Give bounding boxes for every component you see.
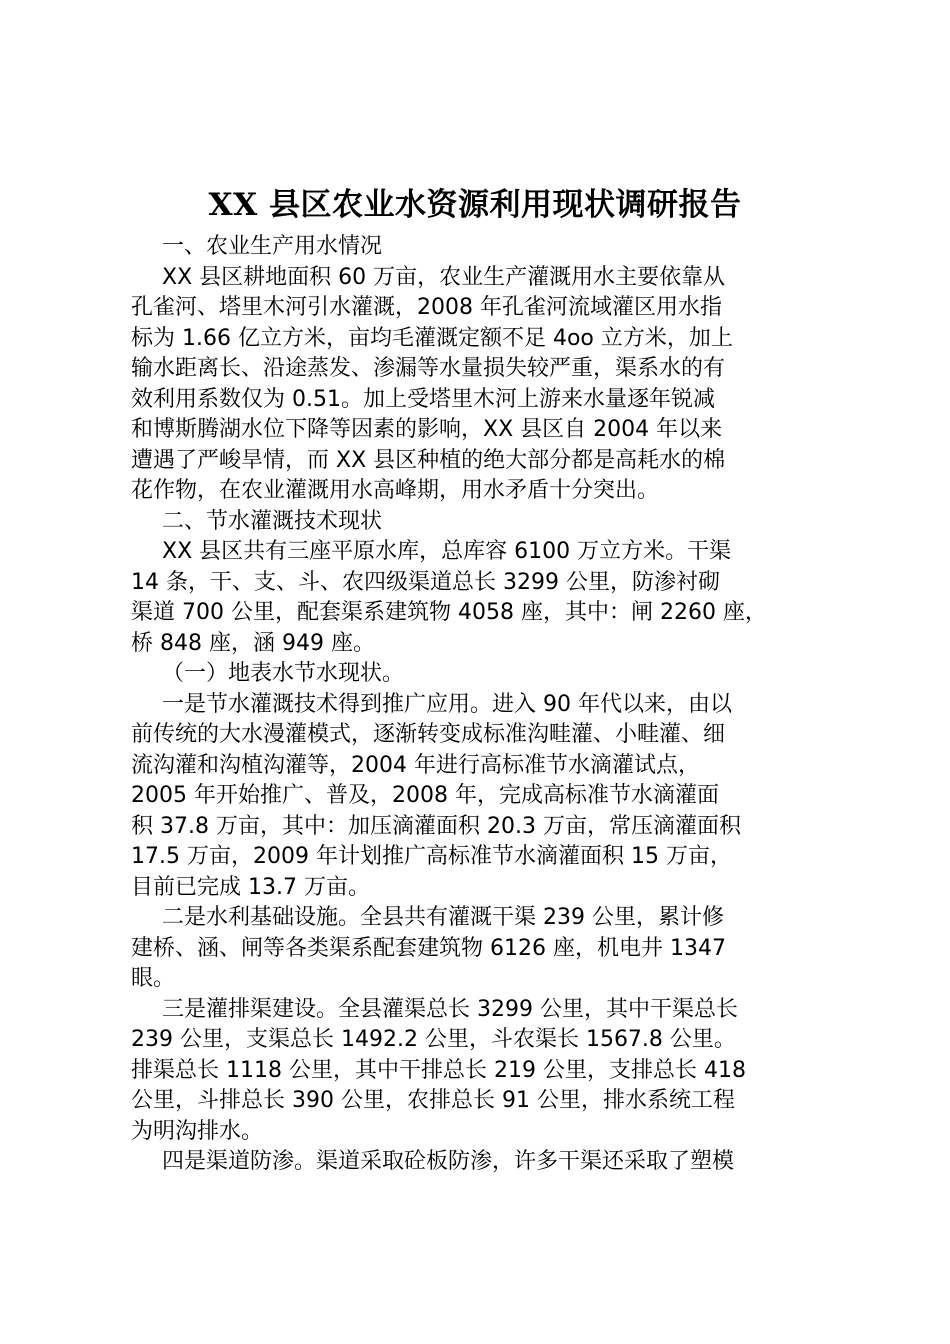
text-line: （一）地表水节水现状。 bbox=[162, 661, 405, 686]
text-line: 一是节水灌溉技术得到推广应用。进入 90 年代以来，由以 bbox=[162, 691, 732, 717]
text-line: 17.5 万亩，2009 年计划推广高标准节水滴灌面积 15 万亩， bbox=[131, 844, 732, 869]
text-line: 渠道 700 公里，配套渠系建筑物 4058 座，其中：闸 2260 座， bbox=[131, 600, 767, 625]
text-line: 输水距离长、沿途蒸发、渗漏等水量损失较严重，渠系水的有 bbox=[131, 356, 726, 381]
document-body bbox=[131, 232, 835, 1178]
text-line: 三是灌排渠建设。全县灌渠总长 3299 公里，其中干渠总长 bbox=[162, 996, 738, 1022]
document-title: XX 县区农业水资源利用现状调研报告 bbox=[208, 187, 742, 223]
text-line: 二是水利基础设施。全县共有灌溉干渠 239 公里，累计修 bbox=[162, 905, 724, 930]
text-line: 目前已完成 13.7 万亩。 bbox=[131, 874, 370, 900]
text-line: 239 公里，支渠总长 1492.2 公里，斗农渠长 1567.8 公里。 bbox=[131, 1027, 736, 1052]
text-line: 桥 848 座，涵 949 座。 bbox=[131, 630, 375, 656]
text-line: 眼。 bbox=[131, 966, 176, 991]
text-line: XX 县区共有三座平原水库，总库容 6100 万立方米。干渠 bbox=[162, 539, 732, 564]
text-line: 四是渠道防渗。渠道采取砼板防渗，许多干渠还采取了塑模 bbox=[162, 1149, 735, 1174]
text-line: 和博斯腾湖水位下降等因素的影响，XX 县区自 2004 年以来 bbox=[131, 417, 723, 442]
text-line: 花作物，在农业灌溉用水高峰期，用水矛盾十分突出。 bbox=[131, 478, 660, 503]
text-line: 遭遇了严峻旱情，而 XX 县区种植的绝大部分都是高耗水的棉 bbox=[131, 447, 726, 473]
text-line: 二、节水灌溉技术现状 bbox=[162, 508, 383, 534]
text-line: 建桥、涵、闸等各类渠系配套建筑物 6126 座，机电井 1347 bbox=[131, 935, 726, 961]
text-line: 前传统的大水漫灌模式，逐渐转变成标准沟畦灌、小畦灌、细 bbox=[131, 722, 726, 747]
text-line: 流沟灌和沟植沟灌等，2004 年进行高标准节水滴灌试点， bbox=[131, 752, 700, 778]
text-line: 2005 年开始推广、普及，2008 年，完成高标准节水滴灌面 bbox=[131, 783, 719, 808]
text-line: 一、农业生产用水情况 bbox=[162, 234, 383, 259]
text-line: 公里，斗排总长 390 公里，农排总长 91 公里，排水系统工程 bbox=[131, 1088, 735, 1113]
text-line: 为明沟排水。 bbox=[131, 1118, 264, 1144]
text-line: 效利用系数仅为 0.51。加上受塔里木河上游来水量逐年锐减 bbox=[131, 386, 715, 412]
text-line: 积 37.8 万亩，其中：加压滴灌面积 20.3 万亩，常压滴灌面积 bbox=[131, 813, 741, 839]
text-line: XX 县区耕地面积 60 万亩，农业生产灌溉用水主要依靠从 bbox=[162, 264, 726, 290]
text-line: 排渠总长 1118 公里，其中干排总长 219 公里，支排总长 418 bbox=[131, 1057, 746, 1083]
text-line: 标为 1.66 亿立方米，亩均毛灌溉定额不足 4oo 立方米，加上 bbox=[131, 325, 733, 351]
text-line: 14 条，干、支、斗、农四级渠道总长 3299 公里，防渗衬砌 bbox=[131, 569, 720, 595]
text-line: 孔雀河、塔里木河引水灌溉，2008 年孔雀河流域灌区用水指 bbox=[131, 295, 722, 320]
